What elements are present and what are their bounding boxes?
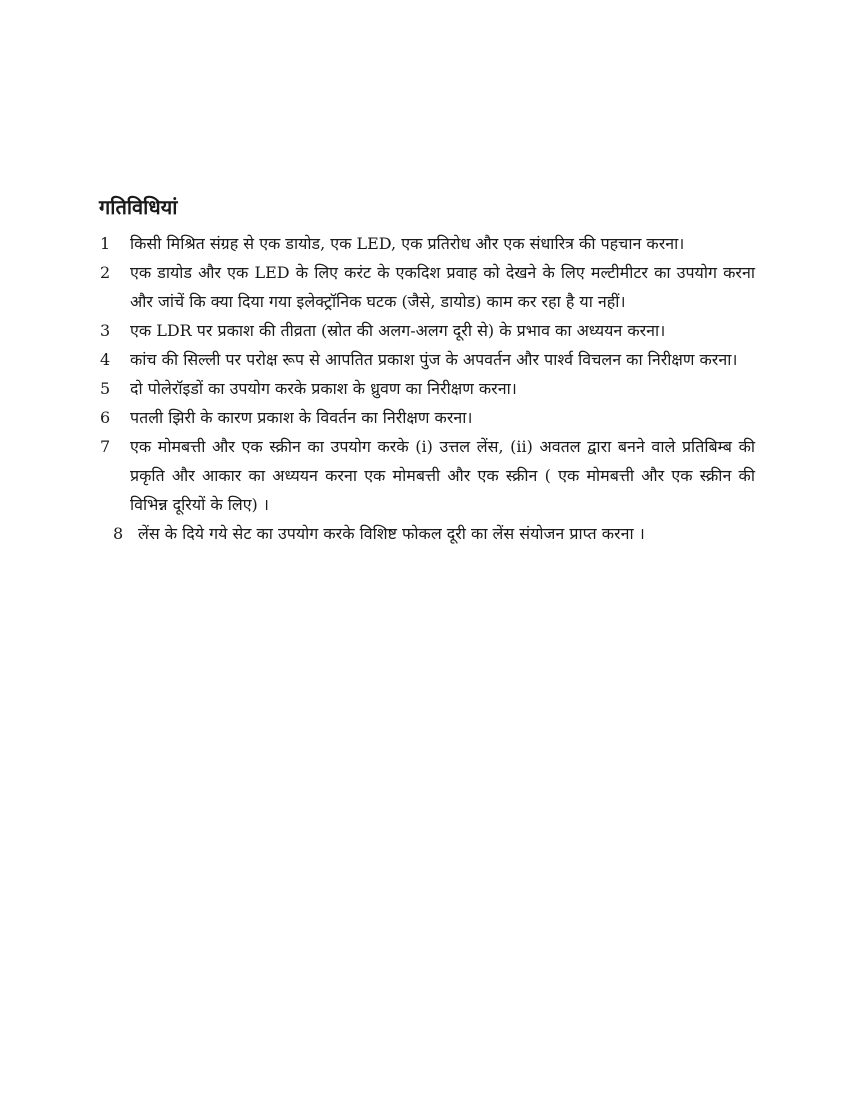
item-text: पतली झिरी के कारण प्रकाश के विवर्तन का निरीक्षण करना। <box>130 408 473 427</box>
item-text: एक डायोड और एक LED के लिए करंट के एकदिश प्रवाह को देखने के लिए मल्टीमीटर का उपयोग करना और जांचें कि क्या दिया गया इलेक्ट्रॉनिक घटक (जैसे, डायोड) काम कर रहा है या नहीं। <box>130 263 755 311</box>
item-text: दो पोलेरॉइडों का उपयोग करके प्रकाश के ध्रुवण का निरीक्षण करना। <box>130 379 517 398</box>
list-item <box>100 432 755 519</box>
item-number: 3 <box>100 321 111 340</box>
list-item <box>100 345 755 374</box>
item-number: 6 <box>100 408 111 427</box>
item-number: 8 <box>113 524 124 543</box>
item-number: 7 <box>100 437 111 456</box>
item-number: 4 <box>100 350 111 369</box>
activity-list <box>100 229 755 548</box>
list-item <box>100 519 755 548</box>
list-item <box>100 316 755 345</box>
item-text: एक मोमबत्ती और एक स्क्रीन का उपयोग करके (i) उत्तल लेंस, (ii) अवतल द्वारा बनने वाले प्रतिबिम्ब की प्रकृति और आकार का अध्ययन करना एक मोमबत्ती और एक स्क्रीन ( एक मोमबत्ती और एक स्क्रीन की विभिन्न दूरियों के लिए) । <box>130 437 755 514</box>
list-item <box>100 258 755 316</box>
list-item <box>100 229 755 258</box>
item-text: एक LDR पर प्रकाश की तीव्रता (स्रोत की अलग-अलग दूरी से) के प्रभाव का अध्ययन करना। <box>130 321 666 340</box>
item-number: 5 <box>100 379 111 398</box>
item-text: किसी मिश्रित संग्रह से एक डायोड, एक LED, एक प्रतिरोध और एक संधारित्र की पहचान करना। <box>130 234 685 253</box>
item-number: 1 <box>100 234 111 253</box>
section-heading: गतिविधियां <box>99 195 178 219</box>
item-text: कांच की सिल्ली पर परोक्ष रूप से आपतित प्रकाश पुंज के अपवर्तन और पार्श्व विचलन का निरीक्षण करना। <box>130 350 738 369</box>
list-item <box>100 374 755 403</box>
item-text: लेंस के दिये गये सेट का उपयोग करके विशिष्ट फोकल दूरी का लेंस संयोजन प्राप्त करना । <box>138 524 645 543</box>
item-number: 2 <box>100 263 111 282</box>
list-item <box>100 403 755 432</box>
